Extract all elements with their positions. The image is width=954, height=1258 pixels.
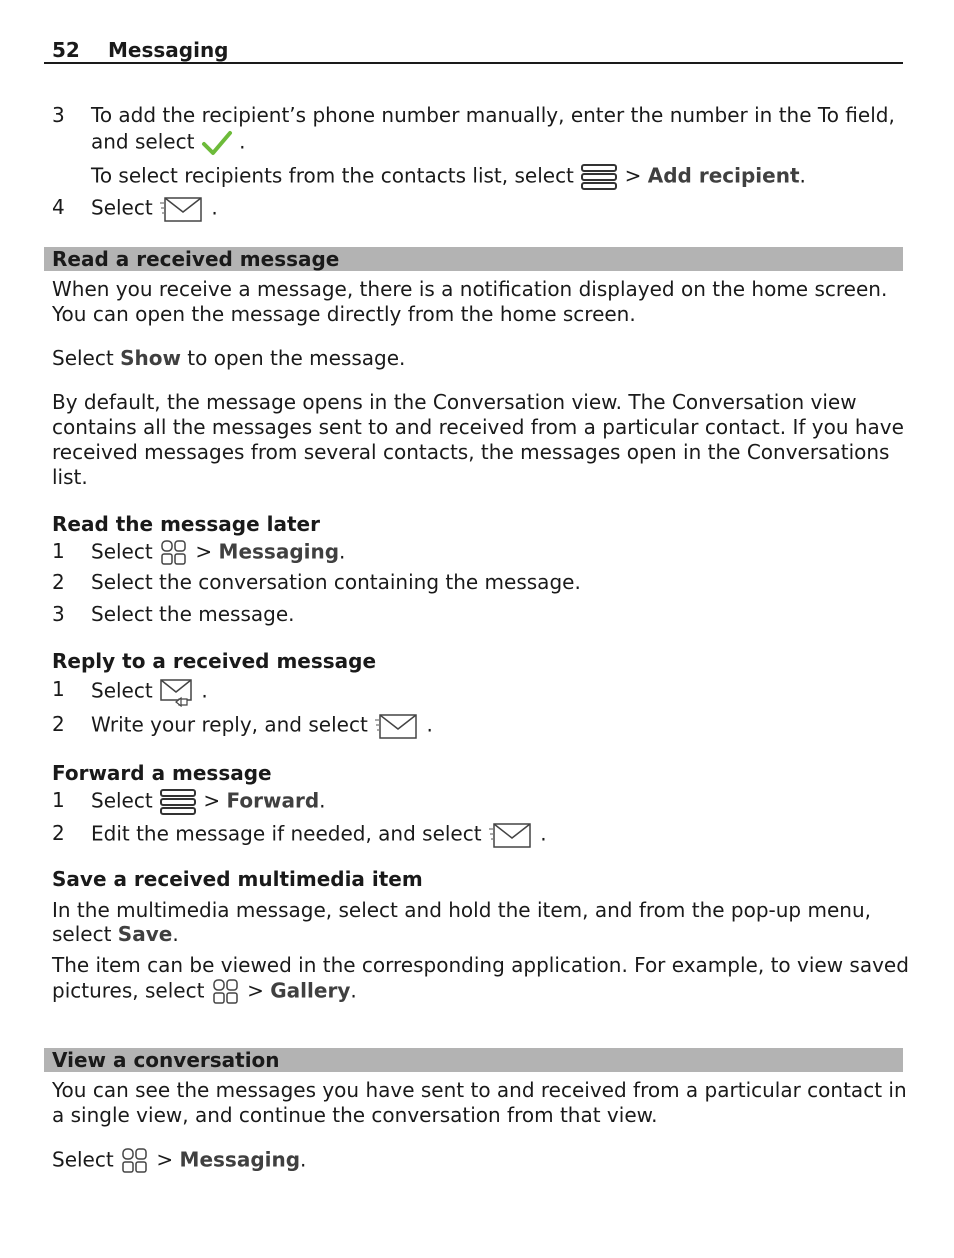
step-number: 1 xyxy=(52,788,65,812)
page-number: 52 xyxy=(52,38,80,62)
paragraph-line: list. xyxy=(52,465,88,489)
subheading: Read the message later xyxy=(52,512,320,536)
send-envelope-icon xyxy=(374,712,420,740)
step-text: To select recipients from the contacts list, select > Add recipient. xyxy=(91,163,806,191)
paragraph-line: select Save. xyxy=(52,922,179,946)
paragraph: Select > Messaging. xyxy=(52,1147,306,1175)
checkmark-icon xyxy=(201,129,233,157)
subheading: Reply to a received message xyxy=(52,649,377,673)
step-number: 2 xyxy=(52,570,65,594)
keyword: Gallery xyxy=(270,978,351,1003)
paragraph-line: a single view, and continue the conversation from that view. xyxy=(52,1103,658,1127)
step-text: Select > Messaging. xyxy=(91,539,345,567)
options-menu-icon xyxy=(580,163,618,191)
section-heading: Read a received message xyxy=(44,247,903,271)
keyword: Messaging xyxy=(218,539,340,564)
paragraph: Select Show to open the message. xyxy=(52,346,406,370)
page-header xyxy=(44,36,903,64)
step-number: 2 xyxy=(52,712,65,736)
paragraph-line: received messages from several contacts, the messages open in the Conversations xyxy=(52,440,890,464)
step-number: 1 xyxy=(52,677,65,701)
paragraph-line: By default, the message opens in the Conversation view. The Conversation view xyxy=(52,390,857,414)
keyword: Show xyxy=(120,346,181,370)
step-text: Select the conversation containing the message. xyxy=(91,570,581,594)
step-number: 1 xyxy=(52,539,65,563)
paragraph-line: You can see the messages you have sent to and received from a particular contact in xyxy=(52,1078,907,1102)
keyword: Messaging xyxy=(179,1147,301,1172)
send-envelope-icon xyxy=(488,821,534,849)
step-number: 3 xyxy=(52,602,65,626)
paragraph-line: contains all the messages sent to and received from a particular contact. If you have xyxy=(52,415,904,439)
keyword: Add recipient xyxy=(647,163,800,188)
page-title: Messaging xyxy=(108,38,229,62)
paragraph-line: The item can be viewed in the corresponding application. For example, to view saved xyxy=(52,953,909,977)
reply-envelope-icon xyxy=(159,677,195,707)
section-heading: View a conversation xyxy=(44,1048,903,1072)
options-menu-icon xyxy=(159,788,197,816)
paragraph-line: You can open the message directly from the home screen. xyxy=(52,302,636,326)
step-text: and select . xyxy=(91,129,246,157)
send-envelope-icon xyxy=(159,195,205,223)
keyword: Save xyxy=(117,922,173,946)
step-number: 4 xyxy=(52,195,65,219)
step-number: 3 xyxy=(52,103,65,127)
paragraph-line: In the multimedia message, select and hold the item, and from the pop-up menu, xyxy=(52,898,871,922)
app-menu-icon xyxy=(211,978,241,1006)
step-text: Select . xyxy=(91,677,208,707)
step-text: Select . xyxy=(91,195,218,223)
paragraph-line: When you receive a message, there is a notification displayed on the home screen. xyxy=(52,277,888,301)
step-text: Edit the message if needed, and select . xyxy=(91,821,547,849)
step-text: Write your reply, and select . xyxy=(91,712,433,740)
app-menu-icon xyxy=(159,539,189,567)
subheading: Save a received multimedia item xyxy=(52,867,423,891)
step-text: To add the recipient’s phone number manually, enter the number in the To field, xyxy=(91,103,895,127)
step-text: Select the message. xyxy=(91,602,295,626)
subheading: Forward a message xyxy=(52,761,272,785)
app-menu-icon xyxy=(120,1147,150,1175)
keyword: Forward xyxy=(226,788,320,813)
step-text: Select > Forward. xyxy=(91,788,326,816)
paragraph-line: pictures, select > Gallery. xyxy=(52,978,357,1006)
step-number: 2 xyxy=(52,821,65,845)
